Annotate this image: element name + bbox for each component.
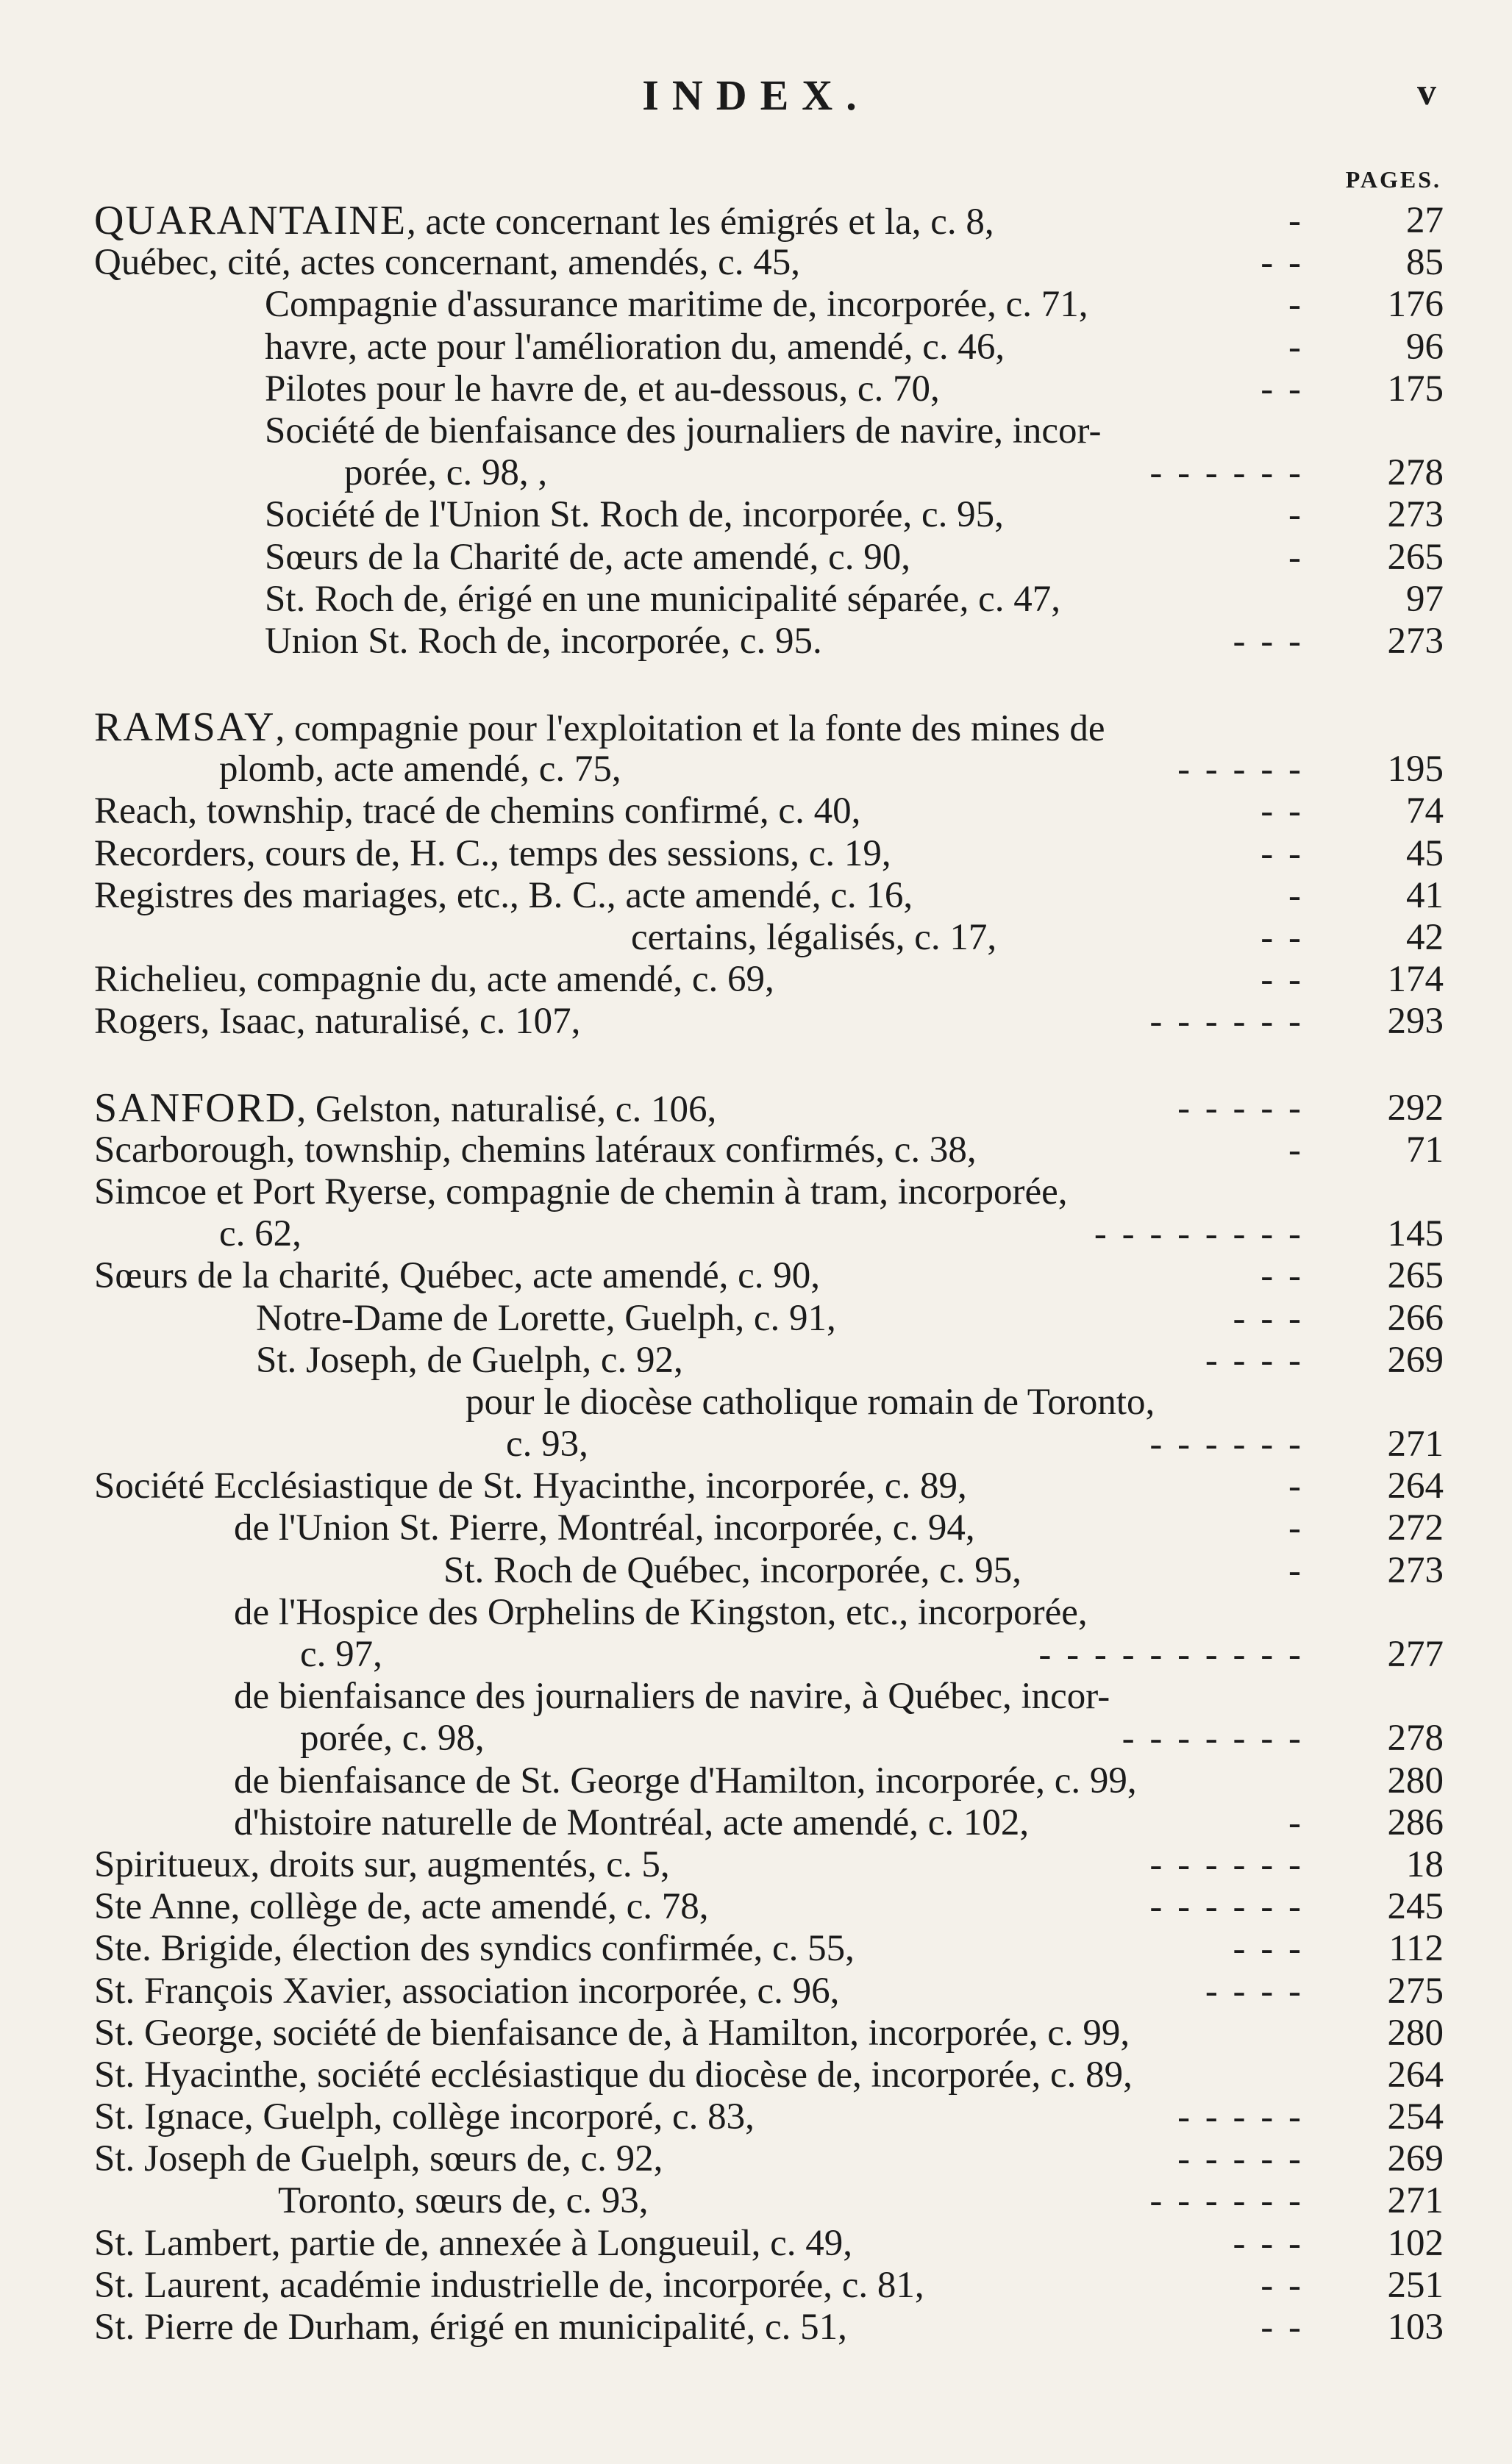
entry-text xyxy=(94,2138,663,2180)
entry-body: St. Lambert, partie de, annexée à Longueuil, c. 49, xyxy=(94,2222,852,2264)
entry-body: Rogers, Isaac, naturalisé, c. 107, xyxy=(94,1001,581,1043)
entry-text xyxy=(94,2013,1130,2054)
entry-text xyxy=(94,1001,580,1043)
page-reference: 280 xyxy=(1387,1760,1444,1801)
entry-text xyxy=(265,410,1102,452)
entry-body: porée, c. 98, , xyxy=(344,452,548,494)
page-reference: 277 xyxy=(1387,1634,1444,1675)
entry-body: Registres des mariages, etc., B. C., acte amendé, c. 16, xyxy=(94,874,913,916)
index-entry xyxy=(94,621,1444,663)
index-entry xyxy=(94,1382,1444,1424)
page-reference: 41 xyxy=(1406,874,1444,916)
page-reference: 174 xyxy=(1387,959,1444,1001)
leader-dashes: - - xyxy=(1260,2264,1304,2306)
entry-body: Compagnie d'assurance maritime de, incorporée, c. 71, xyxy=(265,284,1088,326)
entry-body: certains, légalisés, c. 17, xyxy=(631,917,997,958)
entry-text xyxy=(265,537,910,579)
index-entry xyxy=(94,875,1444,917)
entry-text xyxy=(466,1382,1155,1424)
index-entry xyxy=(94,452,1444,494)
entry-body: St. Joseph, de Guelph, c. 92, xyxy=(256,1339,683,1381)
page-reference: 145 xyxy=(1387,1213,1444,1255)
leader-dashes: - - - - - xyxy=(1177,1087,1304,1129)
entry-body: de l'Hospice des Orphelins de Kingston, etc., incorporée, xyxy=(234,1591,1088,1633)
index-entry xyxy=(94,1971,1444,2013)
page-reference: 264 xyxy=(1387,2054,1444,2096)
page-reference: 269 xyxy=(1387,1339,1444,1381)
page-reference: 278 xyxy=(1387,1718,1444,1760)
index-entry xyxy=(94,242,1444,284)
leader-dashes: - - - - - - xyxy=(1149,1424,1304,1465)
leader-dashes: - - - - - - xyxy=(1149,452,1304,494)
entry-body: c. 93, xyxy=(506,1424,588,1465)
entry-text xyxy=(94,2265,924,2307)
page-reference: 195 xyxy=(1387,749,1444,790)
entry-text xyxy=(234,1760,1137,1802)
entry-body: St. Ignace, Guelph, collège incorporé, c. 83, xyxy=(94,2096,755,2138)
page-reference: 271 xyxy=(1387,2180,1444,2222)
index-entry xyxy=(94,1298,1444,1340)
page-reference: 273 xyxy=(1387,620,1444,662)
entry-body: Société Ecclésiastique de St. Hyacinthe, incorporée, c. 89, xyxy=(94,1465,967,1507)
entry-text xyxy=(506,1424,588,1465)
page-reference: 18 xyxy=(1406,1843,1444,1885)
entry-heading-word: SANFORD xyxy=(94,1085,297,1131)
entry-text xyxy=(256,1340,683,1382)
entry-body: Société de bienfaisance des journaliers de navire, incor- xyxy=(265,410,1102,451)
index-entry xyxy=(94,326,1444,368)
entry-text xyxy=(94,875,913,917)
index-entry xyxy=(94,2180,1444,2222)
entry-text xyxy=(300,1718,485,1760)
entry-text xyxy=(94,790,860,832)
entry-body: St. Laurent, académie industrielle de, incorporée, c. 81, xyxy=(94,2264,924,2306)
entry-body: Richelieu, compagnie du, acte amendé, c. 69, xyxy=(94,959,774,1001)
index-entry xyxy=(94,368,1444,410)
page-reference: 293 xyxy=(1387,1001,1444,1043)
entry-text xyxy=(219,749,621,790)
index-entry xyxy=(94,1550,1444,1592)
index-entry xyxy=(94,790,1444,832)
leader-dashes: - - - - - - - - - - xyxy=(1038,1634,1304,1675)
entry-body: de bienfaisance des journaliers de navire, à Québec, incor- xyxy=(234,1676,1110,1718)
page-reference: 278 xyxy=(1387,452,1444,494)
page-number: v xyxy=(1417,71,1436,113)
index-entry xyxy=(94,2138,1444,2180)
page-reference: 45 xyxy=(1406,832,1444,874)
index-entry xyxy=(94,1718,1444,1760)
entry-text xyxy=(94,2223,852,2265)
leader-dashes: - xyxy=(1288,1465,1304,1507)
page-reference: 42 xyxy=(1406,917,1444,958)
index-entry xyxy=(94,833,1444,875)
index-entry xyxy=(94,2013,1444,2054)
index-entry xyxy=(94,494,1444,536)
entry-text xyxy=(265,494,1004,536)
leader-dashes: - xyxy=(1288,494,1304,536)
page-reference: 271 xyxy=(1387,1424,1444,1465)
index-entry xyxy=(94,579,1444,621)
entry-body: , Gelston, naturalisé, c. 106, xyxy=(296,1088,717,1130)
index-entry xyxy=(94,917,1444,959)
entry-body: Pilotes pour le havre de, et au-dessous, c. 70, xyxy=(265,368,940,410)
section-gap xyxy=(94,663,1444,707)
page-reference: 272 xyxy=(1387,1507,1444,1549)
leader-dashes: - - - xyxy=(1233,1297,1304,1339)
page-reference: 292 xyxy=(1387,1087,1444,1129)
entry-text xyxy=(94,1171,1068,1213)
entry-body: Union St. Roch de, incorporée, c. 95. xyxy=(265,620,822,662)
entry-text xyxy=(265,621,822,663)
page-reference: 264 xyxy=(1387,1465,1444,1507)
entry-body: Ste. Brigide, élection des syndics confirmée, c. 55, xyxy=(94,1928,855,1970)
entry-body: Scarborough, township, chemins latéraux confirmés, c. 38, xyxy=(94,1129,977,1171)
page-reference: 251 xyxy=(1387,2264,1444,2306)
entry-text xyxy=(234,1507,975,1549)
entry-body: pour le diocèse catholique romain de Toronto, xyxy=(466,1381,1155,1423)
entry-text xyxy=(278,2180,649,2222)
leader-dashes: - - - - - - xyxy=(1149,1843,1304,1885)
entry-body: Ste Anne, collège de, acte amendé, c. 78, xyxy=(94,1886,709,1928)
index-entry xyxy=(94,1760,1444,1802)
index-entry xyxy=(94,1424,1444,1465)
entry-text xyxy=(94,200,994,243)
entry-body: d'histoire naturelle de Montréal, acte amendé, c. 102, xyxy=(234,1801,1030,1843)
entry-body: c. 62, xyxy=(219,1213,302,1255)
entry-text xyxy=(265,579,1060,621)
entry-body: St. Joseph de Guelph, sœurs de, c. 92, xyxy=(94,2138,663,2180)
index-entry xyxy=(94,1129,1444,1171)
index-entry xyxy=(94,704,1444,751)
leader-dashes: - xyxy=(1288,326,1304,368)
page-reference: 254 xyxy=(1387,2096,1444,2138)
leader-dashes: - xyxy=(1288,874,1304,916)
entry-text xyxy=(94,2307,847,2349)
entry-body: de bienfaisance de St. George d'Hamilton, incorporée, c. 99, xyxy=(234,1760,1137,1801)
entry-body: Simcoe et Port Ryerse, compagnie de chemin à tram, incorporée, xyxy=(94,1171,1068,1213)
leader-dashes: - - xyxy=(1260,790,1304,832)
leader-dashes: - - xyxy=(1260,242,1304,284)
leader-dashes: - - xyxy=(1260,1255,1304,1297)
entry-text xyxy=(265,368,940,410)
entry-body: Recorders, cours de, H. C., temps des sessions, c. 19, xyxy=(94,832,891,874)
page-reference: 265 xyxy=(1387,536,1444,578)
entry-text xyxy=(94,1129,977,1171)
page-reference: 275 xyxy=(1387,1970,1444,2012)
leader-dashes: - xyxy=(1288,284,1304,326)
leader-dashes: - xyxy=(1288,200,1304,241)
leader-dashes: - xyxy=(1288,1507,1304,1549)
page-reference: 273 xyxy=(1387,1549,1444,1591)
leader-dashes: - xyxy=(1288,1801,1304,1843)
entry-body: Reach, township, tracé de chemins confirmé, c. 40, xyxy=(94,790,861,832)
index-entry xyxy=(94,1634,1444,1676)
leader-dashes: - - - - - - - - xyxy=(1094,1213,1304,1255)
leader-dashes: - xyxy=(1288,536,1304,578)
leader-dashes: - - xyxy=(1260,832,1304,874)
leader-dashes: - - - xyxy=(1233,620,1304,662)
leader-dashes: - - - - - - xyxy=(1149,1001,1304,1043)
index-entry xyxy=(94,1507,1444,1549)
entry-text xyxy=(94,1971,839,2013)
leader-dashes: - xyxy=(1288,1129,1304,1171)
entry-body: c. 97, xyxy=(300,1634,382,1675)
index-entry xyxy=(94,1171,1444,1213)
page-reference: 85 xyxy=(1406,242,1444,284)
index-entry xyxy=(94,959,1444,1001)
page-reference: 286 xyxy=(1387,1801,1444,1843)
entry-body: Notre-Dame de Lorette, Guelph, c. 91, xyxy=(256,1297,836,1339)
entry-text xyxy=(344,452,547,494)
leader-dashes: - - - xyxy=(1233,2222,1304,2264)
pages-column-label: PAGES. xyxy=(1345,166,1441,193)
leader-dashes: - - xyxy=(1260,959,1304,1001)
leader-dashes: - - - - xyxy=(1205,1970,1304,2012)
page-reference: 102 xyxy=(1387,2222,1444,2264)
entry-text xyxy=(94,833,891,875)
entry-text xyxy=(94,2054,1133,2096)
page-reference: 96 xyxy=(1406,326,1444,368)
index-entry xyxy=(94,537,1444,579)
entry-body: havre, acte pour l'amélioration du, amendé, c. 46, xyxy=(265,326,1005,368)
entry-body: St. Roch de Québec, incorporée, c. 95, xyxy=(443,1549,1021,1591)
index-entry xyxy=(94,1886,1444,1928)
entry-body: Sœurs de la Charité de, acte amendé, c. 90, xyxy=(265,536,911,578)
leader-dashes: - - xyxy=(1260,368,1304,410)
entry-body: Société de l'Union St. Roch de, incorporée, c. 95, xyxy=(265,494,1004,536)
leader-dashes: - - - - - - xyxy=(1149,1886,1304,1928)
page-reference: 269 xyxy=(1387,2138,1444,2180)
entry-body: Québec, cité, actes concernant, amendés, c. 45, xyxy=(94,242,801,284)
entry-body: St. Roch de, érigé en une municipalité séparée, c. 47, xyxy=(265,578,1060,620)
index-entry xyxy=(94,1213,1444,1255)
entry-text xyxy=(234,1592,1088,1634)
index-entry xyxy=(94,749,1444,790)
page-title: INDEX. xyxy=(642,71,870,119)
entry-text xyxy=(94,2096,755,2138)
entry-text xyxy=(94,1928,855,1970)
entry-text xyxy=(94,1465,967,1507)
index-entry xyxy=(94,1255,1444,1297)
entry-body: , acte concernant les émigrés et la, c. 8, xyxy=(407,201,994,243)
page-reference: 245 xyxy=(1387,1886,1444,1928)
entry-text xyxy=(94,959,774,1001)
entry-text xyxy=(94,1886,709,1928)
entry-text xyxy=(256,1298,836,1340)
index-entry xyxy=(94,2054,1444,2096)
leader-dashes: - - - xyxy=(1233,1928,1304,1970)
page-reference: 176 xyxy=(1387,284,1444,326)
entry-text xyxy=(234,1676,1110,1718)
index-entry xyxy=(94,410,1444,452)
entry-text xyxy=(631,917,996,959)
entry-heading-word: RAMSAY xyxy=(94,704,276,751)
index-entry xyxy=(94,1676,1444,1718)
entry-body: Spiritueux, droits sur, augmentés, c. 5, xyxy=(94,1843,670,1885)
leader-dashes: - - - - - - - xyxy=(1121,1718,1304,1760)
page-reference: 27 xyxy=(1406,200,1444,241)
leader-dashes: - - - - xyxy=(1205,1339,1304,1381)
entry-text xyxy=(94,704,1105,751)
entry-text xyxy=(265,326,1005,368)
index-entry xyxy=(94,1592,1444,1634)
index-entry xyxy=(94,2307,1444,2349)
entry-text xyxy=(94,1844,670,1886)
index-entry xyxy=(94,284,1444,326)
page-reference: 265 xyxy=(1387,1255,1444,1297)
index-entries xyxy=(94,200,1444,2349)
entry-body: , compagnie pour l'exploitation et la fonte des mines de xyxy=(275,708,1105,750)
section-gap xyxy=(94,1043,1444,1088)
entry-body: plomb, acte amendé, c. 75, xyxy=(219,749,621,790)
index-entry xyxy=(94,2223,1444,2265)
page-reference: 103 xyxy=(1387,2307,1444,2348)
leader-dashes: - - - - - xyxy=(1177,749,1304,790)
index-entry xyxy=(94,200,1444,242)
page-reference: 112 xyxy=(1388,1928,1444,1970)
entry-body: St. George, société de bienfaisance de, à Hamilton, incorporée, c. 99, xyxy=(94,2012,1130,2054)
entry-text xyxy=(265,284,1088,326)
entry-body: St. Pierre de Durham, érigé en municipalité, c. 51, xyxy=(94,2307,847,2348)
index-entry xyxy=(94,1802,1444,1844)
entry-text xyxy=(234,1802,1029,1844)
index-entry xyxy=(94,1928,1444,1970)
entry-body: Toronto, sœurs de, c. 93, xyxy=(278,2180,649,2222)
entry-body: Sœurs de la charité, Québec, acte amendé, c. 90, xyxy=(94,1255,820,1297)
page-reference: 74 xyxy=(1406,790,1444,832)
page-reference: 280 xyxy=(1387,2012,1444,2054)
entry-text xyxy=(94,242,800,284)
entry-text xyxy=(94,1085,717,1131)
leader-dashes: - - xyxy=(1260,917,1304,958)
entry-text xyxy=(219,1213,302,1255)
leader-dashes: - - - - - - xyxy=(1149,2180,1304,2222)
index-entry xyxy=(94,1465,1444,1507)
entry-text xyxy=(443,1550,1021,1592)
index-entry xyxy=(94,1001,1444,1043)
index-entry xyxy=(94,2265,1444,2307)
entry-body: de l'Union St. Pierre, Montréal, incorporée, c. 94, xyxy=(234,1507,975,1549)
leader-dashes: - - - - - xyxy=(1177,2096,1304,2138)
entry-heading-word: QUARANTAINE xyxy=(94,198,407,243)
entry-body: porée, c. 98, xyxy=(300,1718,485,1760)
page-reference: 175 xyxy=(1387,368,1444,410)
entry-text xyxy=(94,1255,820,1297)
index-entry xyxy=(94,1085,1444,1131)
leader-dashes: - - xyxy=(1260,2307,1304,2348)
page-reference: 71 xyxy=(1406,1129,1444,1171)
index-entry xyxy=(94,1340,1444,1382)
page-reference: 273 xyxy=(1387,494,1444,536)
leader-dashes: - xyxy=(1288,1549,1304,1591)
page-reference: 97 xyxy=(1406,578,1444,620)
index-entry xyxy=(94,1844,1444,1886)
leader-dashes: - - - - - xyxy=(1177,2138,1304,2180)
entry-text xyxy=(300,1634,382,1676)
entry-body: St. Hyacinthe, société ecclésiastique du diocèse de, incorporée, c. 89, xyxy=(94,2054,1133,2096)
page-reference: 266 xyxy=(1387,1297,1444,1339)
index-entry xyxy=(94,2096,1444,2138)
entry-body: St. François Xavier, association incorporée, c. 96, xyxy=(94,1970,840,2012)
